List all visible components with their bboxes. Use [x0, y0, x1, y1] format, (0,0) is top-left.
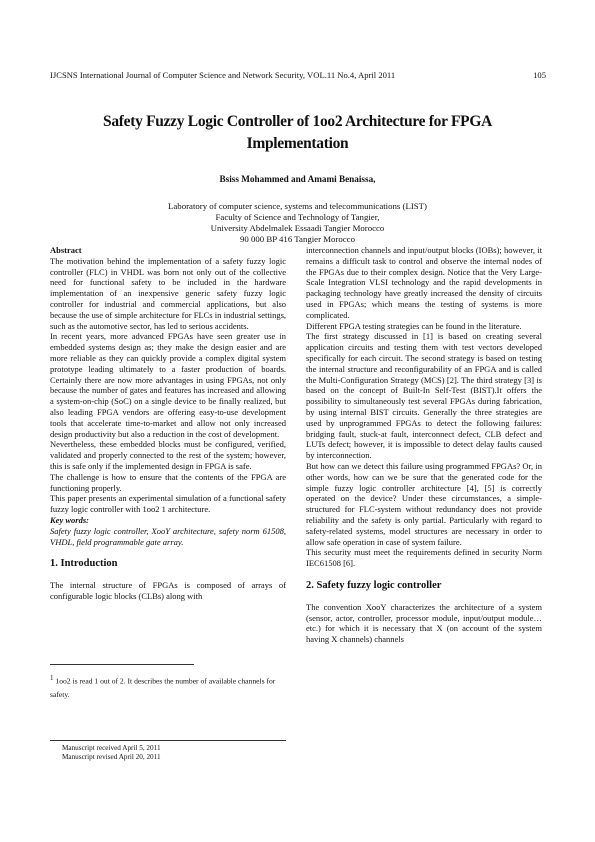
body-paragraph: Different FPGA testing strategies can be found in the literature. — [306, 320, 522, 331]
affiliation-line-2: Faculty of Science and Technology of Tangier, — [215, 212, 380, 222]
body-paragraph: This security must meet the requirements defined in security Norm IEC61508 [6]. — [306, 547, 542, 569]
affiliation-line-4: 90 000 BP 416 Tangier Morocco — [240, 234, 355, 244]
paper-title — [40, 111, 555, 155]
footnote-text: 1oo2 is read 1 out of 2. It describes the number of available channels for safety. — [50, 676, 276, 699]
abstract-paragraph: The challenge is how to ensure that the contents of the FPGA are functioning properly. — [50, 471, 286, 493]
body-paragraph: interconnection channels and input/output blocks (IOBs); however, it remains a difficult task to control and observe the internal nodes of the FPGAs due to their complex design. Notice that the Very Large-Scale Integration VLSI technology and the rapid developments in packaging technology have greatly increased the density of circuits used in FPGAs; which means the testing of systems is more complicated. — [306, 245, 542, 320]
page-number: 105 — [533, 70, 546, 80]
right-column — [306, 245, 542, 645]
title-line-2: Implementation — [246, 135, 349, 152]
manuscript-dates — [62, 744, 161, 762]
footnote — [50, 672, 286, 701]
left-column — [50, 245, 286, 602]
affiliation-line-3: University Abdelmalek Essaadi Tangier Morocco — [210, 223, 385, 233]
introduction-paragraph: The internal structure of FPGAs is composed of arrays of configurable logic blocks (CLBs) along with — [50, 580, 286, 601]
affiliation — [0, 201, 595, 245]
keywords: Safety fuzzy logic controller, XooY architecture, safety norm 61508, VHDL, field programmable gate array. — [50, 525, 286, 547]
authors: Bsiss Mohammed and Amami Benaissa, — [219, 174, 376, 184]
affiliation-line-1: Laboratory of computer science, systems and telecommunications (LIST) — [168, 201, 427, 211]
abstract-paragraph: This paper presents an experimental simulation of a functional safety fuzzy logic controller with 1oo2 1 architecture. — [50, 493, 286, 515]
section-heading-safety-flc: 2. Safety fuzzy logic controller — [306, 579, 442, 591]
manuscript-received: Manuscript received April 5, 2011 — [62, 744, 161, 752]
title-line-1: Safety Fuzzy Logic Controller of 1oo2 Architecture for FPGA — [103, 113, 492, 130]
abstract-heading: Abstract — [50, 245, 82, 255]
abstract-paragraph: The motivation behind the implementation of a safety fuzzy logic controller (FLC) in VHDL was born not only out of the collective need for functional safety to be included in the hardware implementation of an inexpensive generic safety fuzzy logic controller for industrial and commercial applications, but also because the use of simple architecture for FLCs in industrial settings, such as the automotive sector, has led to serious accidents. — [50, 255, 286, 331]
running-header — [50, 70, 546, 80]
abstract-paragraph: In recent years, more advanced FPGAs have seen greater use in embedded systems design as; they make the design easier and are more reliable as they can quickly provide a complex digital system prototype leading ultimately to a faster production of boards. Certainly there are now more advantages in using FPGAs, not only because the number of gates and features has increased and allowing a system-on-chip (SoC) on a single device to be finally realized, but also leading FPGA vendors are offering easy-to-use development tools that accelerate time-to-market and allow not only increased design productivity but also a reduction in the cost of development. — [50, 331, 286, 439]
journal-name: IJCSNS International Journal of Computer Science and Network Security, VOL.11 No.4, April 2011 — [50, 70, 396, 80]
body-paragraph: The first strategy discussed in [1] is based on creating several application circuits and testing them with test vectors developed specifically for each circuit. The second strategy is based on testing the internal structure and reconfigurability of an FPGA and is called the Multi-Configuration Strategy (MCS) [2]. The third strategy [3] is based on the concept of Built-In Self-Test (BIST).It offers the possibility to simultaneously test several FPGAs during fabrication, by using internal BIST circuits. Generally the three strategies are used by unprogrammed FPGAs to detect the following failures: bridging fault, stuck-at fault, interconnect defect, CLB defect and LUTs defect; however, it is impossible to detect delay faults caused by interconnection. — [306, 331, 542, 461]
body-paragraph: But how can we detect this failure using programmed FPGAs? Or, in other words, how can we be sure that the generated code for the simple fuzzy logic controller architecture [4], [5] is correctly operated on the device? Under these circumstances, a simple-structured for FLC-system without redundancy does not provide reliability and the safety is only partial. Particularly with regard to safety-related systems, model structures are necessary in order to allow safe operation in case of system failure. — [306, 460, 542, 547]
section2-paragraph: The convention XooY characterizes the architecture of a system (sensor, actor, controller, processor module, input/output module…etc.) for which it is necessary that X (on account of the system having X channels) channels — [306, 601, 542, 645]
section-heading-introduction: 1. Introduction — [50, 558, 118, 570]
abstract-paragraph: Nevertheless, these embedded blocks must be configured, verified, validated and properly connected to the rest of the system; however, this is safe only if the implemented design in FPGA is safe. — [50, 439, 286, 471]
footnote-divider — [50, 664, 194, 665]
footnote-mark: 1 — [50, 674, 54, 682]
manuscript-revised: Manuscript revised April 20, 2011 — [62, 753, 161, 761]
keywords-heading: Key words: — [50, 514, 89, 525]
manuscript-divider — [50, 740, 286, 741]
